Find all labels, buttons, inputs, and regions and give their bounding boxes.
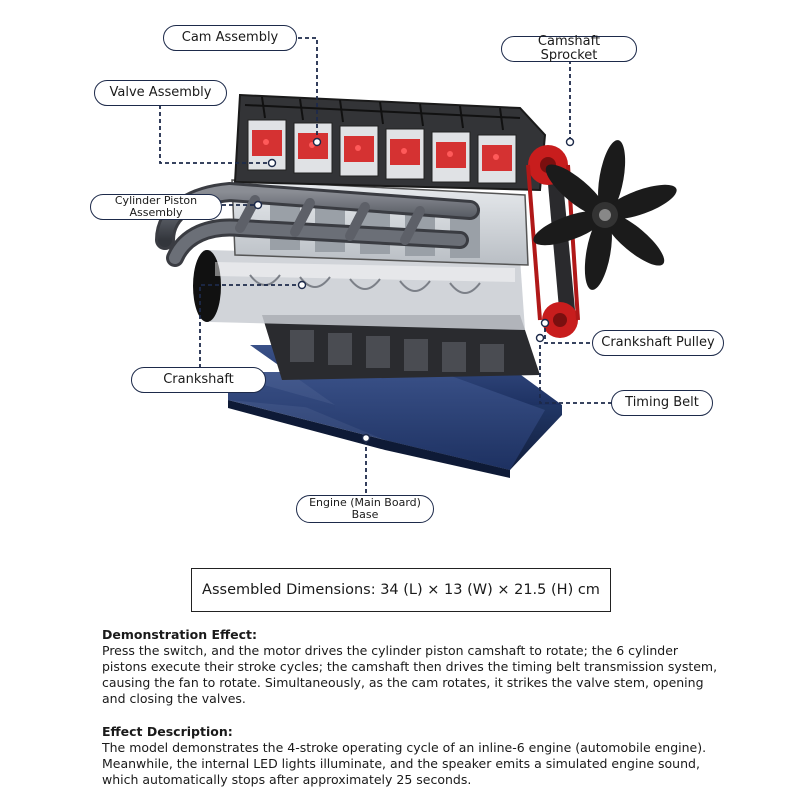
label-base-line1: Engine (Main Board)	[309, 496, 421, 510]
label-camshaft-sprocket: Camshaft Sprocket	[501, 36, 637, 62]
label-crankshaft-pulley: Crankshaft Pulley	[592, 330, 724, 356]
label-cylinder-piston-assembly	[90, 194, 222, 220]
label-cam-assembly: Cam Assembly	[163, 25, 297, 51]
label-engine-base	[296, 495, 434, 523]
cylinder-head	[235, 95, 545, 190]
demonstration-heading: Demonstration Effect:	[102, 627, 258, 642]
effect-text: The model demonstrates the 4-stroke operating cycle of an inline-6 engine (automobile engine). Meanwhile, the internal LED lights illuminate, and the speaker emits a simulated engine sound, which automatically stops after approximately 25 seconds.	[102, 740, 707, 787]
label-cylinder-piston-line1: Cylinder Piston	[114, 194, 198, 208]
label-valve-assembly: Valve Assembly	[94, 80, 227, 106]
label-crankshaft: Crankshaft	[131, 367, 266, 393]
label-cylinder-piston-line2: Assembly	[129, 206, 183, 219]
effect-heading: Effect Description:	[102, 724, 233, 739]
label-base-line2: Base	[351, 508, 379, 521]
demonstration-text: Press the switch, and the motor drives the cylinder piston camshaft to rotate; the 6 cylinder pistons execute their stroke cycles; the camshaft then drives the timing belt transmission system, causing the fan to rotate. Simultaneously, as the cam rotates, it strikes the valve stem, opening and closing the valves.	[102, 643, 718, 706]
demonstration-effect-section	[102, 627, 722, 707]
effect-description-section	[102, 724, 722, 788]
label-timing-belt: Timing Belt	[611, 390, 713, 416]
assembled-dimensions: Assembled Dimensions: 34 (L) × 13 (W) × 21.5 (H) cm	[191, 568, 611, 612]
